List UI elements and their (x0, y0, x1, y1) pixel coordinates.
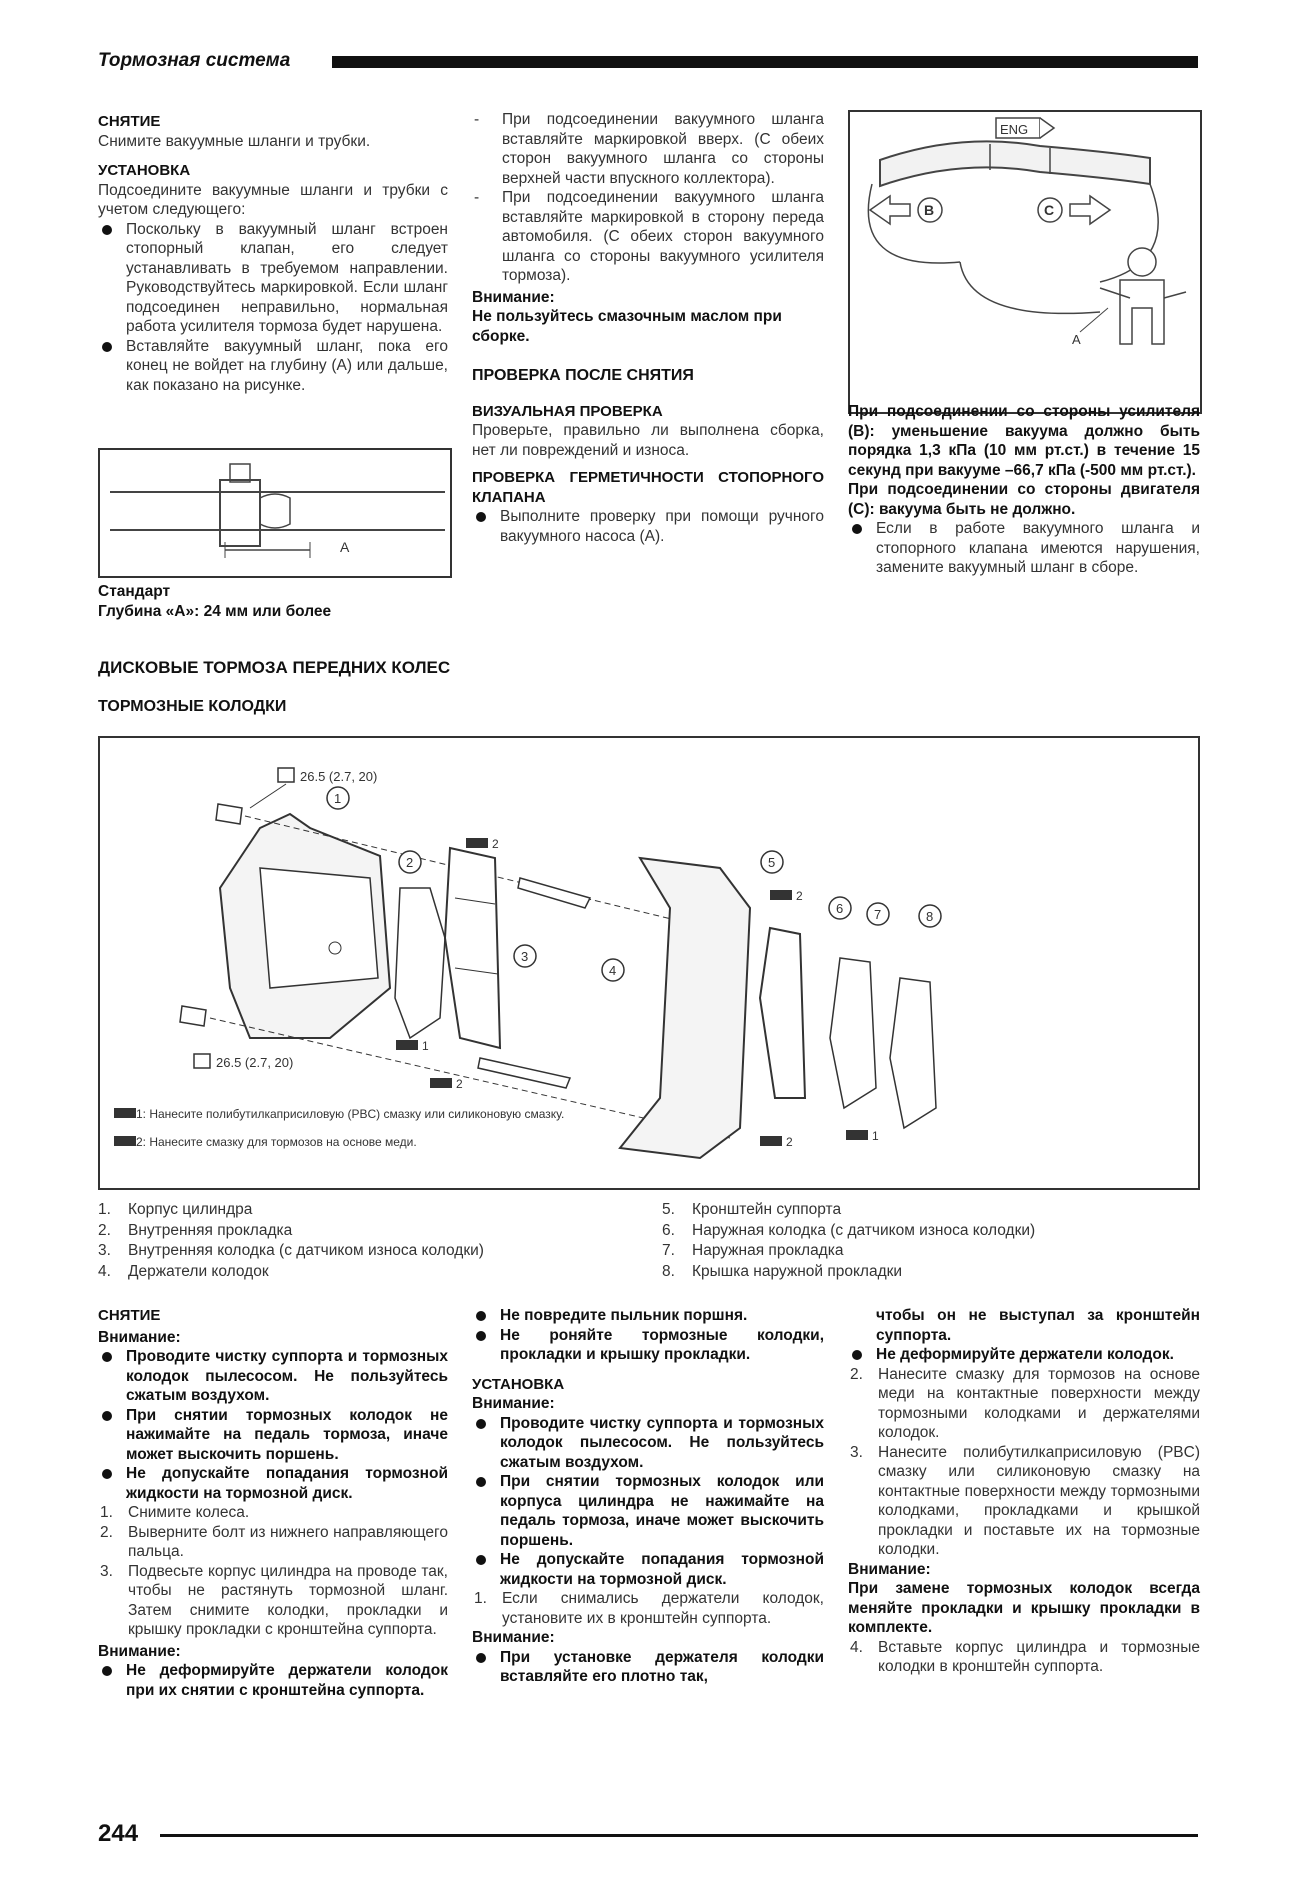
replace-hose-bullet: Если в работе вакуумного шланга и стопорного клапана имеются нарушения, замените вакуумный шланг в сборе. (848, 519, 1200, 578)
hose-depth-figure (98, 448, 452, 578)
attention-label-4: Внимание: (472, 1395, 555, 1412)
attention-bullet: Не деформируйте держатели колодок при их снятии с кронштейна суппорта. (98, 1661, 448, 1700)
booster-side-text: При подсоединении со стороны усилителя (B): уменьшение вакуума должно быть порядка 1,3 кПа (10 мм рт.ст.) в течение 15 секунд при вакууме –66,7 кПа (-500 мм рт.ст.). (848, 403, 1200, 479)
visual-heading: ВИЗУАЛЬНАЯ ПРОВЕРКА (472, 402, 663, 420)
callout-6 (829, 897, 851, 919)
attention-bullet: Не роняйте тормозные колодки, прокладки и крышку прокладки. (472, 1326, 824, 1365)
attention-bullet: Не допускайте попадания тормозной жидкости на тормозной диск. (98, 1464, 448, 1503)
callout-1 (327, 787, 349, 809)
attention-bullet: Не допускайте попадания тормозной жидкости на тормозной диск. (472, 1550, 824, 1589)
section-subtitle: ТОРМОЗНЫЕ КОЛОДКИ (98, 698, 287, 715)
attention-label-3: Внимание: (98, 1642, 181, 1660)
install-text: Подсоедините вакуумные шланги и трубки с учетом следующего: (98, 181, 448, 218)
callout-2 (399, 851, 421, 873)
seal-heading: ПРОВЕРКА ГЕРМЕТИЧНОСТИ СТОПОРНОГО КЛАПАНА (472, 469, 824, 506)
step-item: 2. Выверните болт из нижнего направляющего пальца. (100, 1523, 448, 1560)
install-bullet-2: Вставляйте вакуумный шланг, пока его конец не войдет на глубину (A) или дальше, как показано на рисунке. (98, 337, 448, 396)
step-item: 4. Вставьте корпус цилиндра и тормозные колодки в кронштейн суппорта. (850, 1638, 1200, 1675)
install-heading-2: УСТАНОВКА (472, 1375, 565, 1393)
attention-bullet: Не деформируйте держатели колодок. (848, 1345, 1200, 1365)
removal-heading: СНЯТИЕ (98, 113, 161, 130)
depth-caption (98, 582, 468, 621)
page-header-title: Тормозная система (98, 50, 291, 71)
grease-mark-a: 2 (492, 837, 499, 851)
callout-5 (761, 851, 783, 873)
torque-top-label: 26.5 (2.7, 20) (300, 769, 378, 784)
attention-label-2: Внимание: (98, 1328, 181, 1346)
grease-mark-f: 1 (872, 1129, 879, 1143)
pump-label-a: A (1072, 332, 1081, 347)
column-1 (98, 112, 448, 395)
attention-label-5: Внимание: (472, 1629, 555, 1646)
grease-mark-e: 2 (786, 1135, 793, 1149)
legend-left (98, 1200, 638, 1282)
bottom-column-2 (472, 1306, 824, 1687)
brake-pad-exploded-diagram (98, 736, 1200, 1190)
removal-heading-2: СНЯТИЕ (98, 1307, 161, 1324)
b-label: B (924, 202, 935, 218)
legend-item: 2. Внутренняя прокладка (98, 1221, 293, 1239)
svg-text:8: 8 (926, 909, 934, 924)
page-number: 244 (98, 1820, 139, 1847)
callout-8 (919, 905, 941, 927)
legend-item: 3. Внутренняя колодка (с датчиком износа колодки) (98, 1242, 484, 1259)
svg-text:4: 4 (609, 963, 617, 978)
note-1: 1: Нанесите полибутилкаприсиловую (PBC) смазку или силиконовую смазку. (136, 1107, 565, 1121)
attention-bullet: При снятии тормозных колодок или корпуса цилиндра не нажимайте на педаль тормоза, иначе может выскочить поршень. (472, 1472, 824, 1550)
step-item: 2. Нанесите смазку для тормозов на основе меди на контактные поверхности между тормозными колодками и держателями колодок. (850, 1365, 1200, 1441)
caption-depth: Глубина «A»: 24 мм или более (98, 602, 332, 620)
svg-text:6: 6 (836, 901, 844, 916)
attention-label-6: Внимание: (848, 1560, 931, 1578)
attention-label: Внимание: (472, 288, 555, 306)
legend-item: 8. Крышка наружной прокладки (662, 1262, 903, 1280)
callout-7 (867, 903, 889, 925)
attention-bullet: Не повредите пыльник поршня. (472, 1306, 824, 1326)
grease-mark-b: 1 (422, 1039, 429, 1053)
torque-bottom-label: 26.5 (2.7, 20) (216, 1055, 294, 1070)
step-item: 3. Подвесьте корпус цилиндра на проводе так, чтобы не растянуть тормозной шланг. Затем снимите колодки, прокладки и крышку прокладки с кронштейна суппорта. (100, 1562, 448, 1638)
grease-mark-c: 2 (456, 1077, 463, 1091)
step-item: 1. Снимите колеса. (100, 1504, 250, 1521)
brake-diagram-drawing (100, 738, 1198, 1188)
dash-item-1: - При подсоединении вакуумного шланга вставляйте маркировкой вверх. (С обеих сторон вакуумного шланга со стороны верхней части впускного коллектора). (472, 110, 824, 188)
header-rule (332, 56, 1198, 68)
legend-right (662, 1200, 1198, 1282)
column-2 (472, 110, 824, 546)
visual-text: Проверьте, правильно ли выполнена сборка, нет ли повреждений и износа. (472, 422, 824, 459)
seal-bullet: Выполните проверку при помощи ручного вакуумного насоса (A). (472, 507, 824, 546)
svg-text:1: 1 (334, 791, 342, 806)
install-bullet-1: Поскольку в вакуумный шланг встроен стопорный клапан, его следует устанавливать в требуемом направлении. Руководствуйтесь маркировкой. Если шланг подсоединен неправильно, нормальная работа усилителя тормоза будет нарушена. (98, 220, 448, 337)
footer-rule (160, 1834, 1198, 1837)
caption-standard: Стандарт (98, 583, 171, 600)
vacuum-check-figure (848, 110, 1202, 414)
install-heading: УСТАНОВКА (98, 162, 191, 179)
step-item: 1. Если снимались держатели колодок, установите их в кронштейн суппорта. (474, 1590, 824, 1627)
c-label: C (1044, 202, 1055, 218)
legend-item: 7. Наружная прокладка (662, 1242, 844, 1259)
callout-4 (602, 959, 624, 981)
step-item: 3. Нанесите полибутилкаприсиловую (PBC) смазку или силиконовую смазку на контактные поверхности между тормозными колодками, прокладками и крышкой прокладки и поставьте их на тормозные колодки. (850, 1443, 1200, 1558)
attention-text-2: При замене тормозных колодок всегда меняйте прокладки и крышку прокладки в комплекте. (848, 1580, 1200, 1636)
legend-item: 4. Держатели колодок (98, 1262, 269, 1280)
continued-text: чтобы он не выступал за кронштейн суппорта. (876, 1307, 1200, 1344)
depth-label-a: A (340, 539, 350, 555)
check-heading: ПРОВЕРКА ПОСЛЕ СНЯТИЯ (472, 367, 694, 384)
hose-depth-drawing (100, 450, 450, 576)
column-3 (848, 396, 1200, 578)
dash-item-2: - При подсоединении вакуумного шланга вставляйте маркировкой в сторону переда автомобиля. (С обеих сторон вакуумного шланга со стороны вакуумного усилителя тормоза). (472, 188, 824, 286)
svg-text:7: 7 (874, 907, 882, 922)
callout-3 (514, 945, 536, 967)
attention-bullet: Проводите чистку суппорта и тормозных колодок пылесосом. Не пользуйтесь сжатым воздухом. (98, 1347, 448, 1406)
attention-text: Не пользуйтесь смазочным маслом при сборке. (472, 308, 782, 345)
bottom-column-3 (848, 1306, 1200, 1677)
svg-text:5: 5 (768, 855, 776, 870)
bottom-column-1 (98, 1306, 448, 1700)
attention-bullet: При снятии тормозных колодок не нажимайте на педаль тормоза, иначе может выскочить поршень. (98, 1406, 448, 1465)
legend-item: 6. Наружная колодка (с датчиком износа колодки) (662, 1221, 1036, 1239)
vacuum-check-drawing (850, 112, 1200, 412)
attention-bullet: Проводите чистку суппорта и тормозных колодок пылесосом. Не пользуйтесь сжатым воздухом. (472, 1414, 824, 1473)
legend-item: 1. Корпус цилиндра (98, 1201, 253, 1218)
legend-item: 5. Кронштейн суппорта (662, 1201, 842, 1218)
eng-label: ENG (1000, 122, 1029, 137)
section-title: ДИСКОВЫЕ ТОРМОЗА ПЕРЕДНИХ КОЛЕС (98, 658, 451, 677)
svg-text:3: 3 (521, 949, 529, 964)
attention-bullet: При установке держателя колодки вставляйте его плотно так, (472, 1648, 824, 1687)
engine-side-text: При подсоединении со стороны двигателя (C): вакуума быть не должно. (848, 481, 1200, 518)
grease-mark-d: 2 (796, 889, 803, 903)
removal-text: Снимите вакуумные шланги и трубки. (98, 132, 371, 150)
note-2: 2: Нанесите смазку для тормозов на основе меди. (136, 1135, 417, 1149)
svg-text:2: 2 (406, 855, 414, 870)
